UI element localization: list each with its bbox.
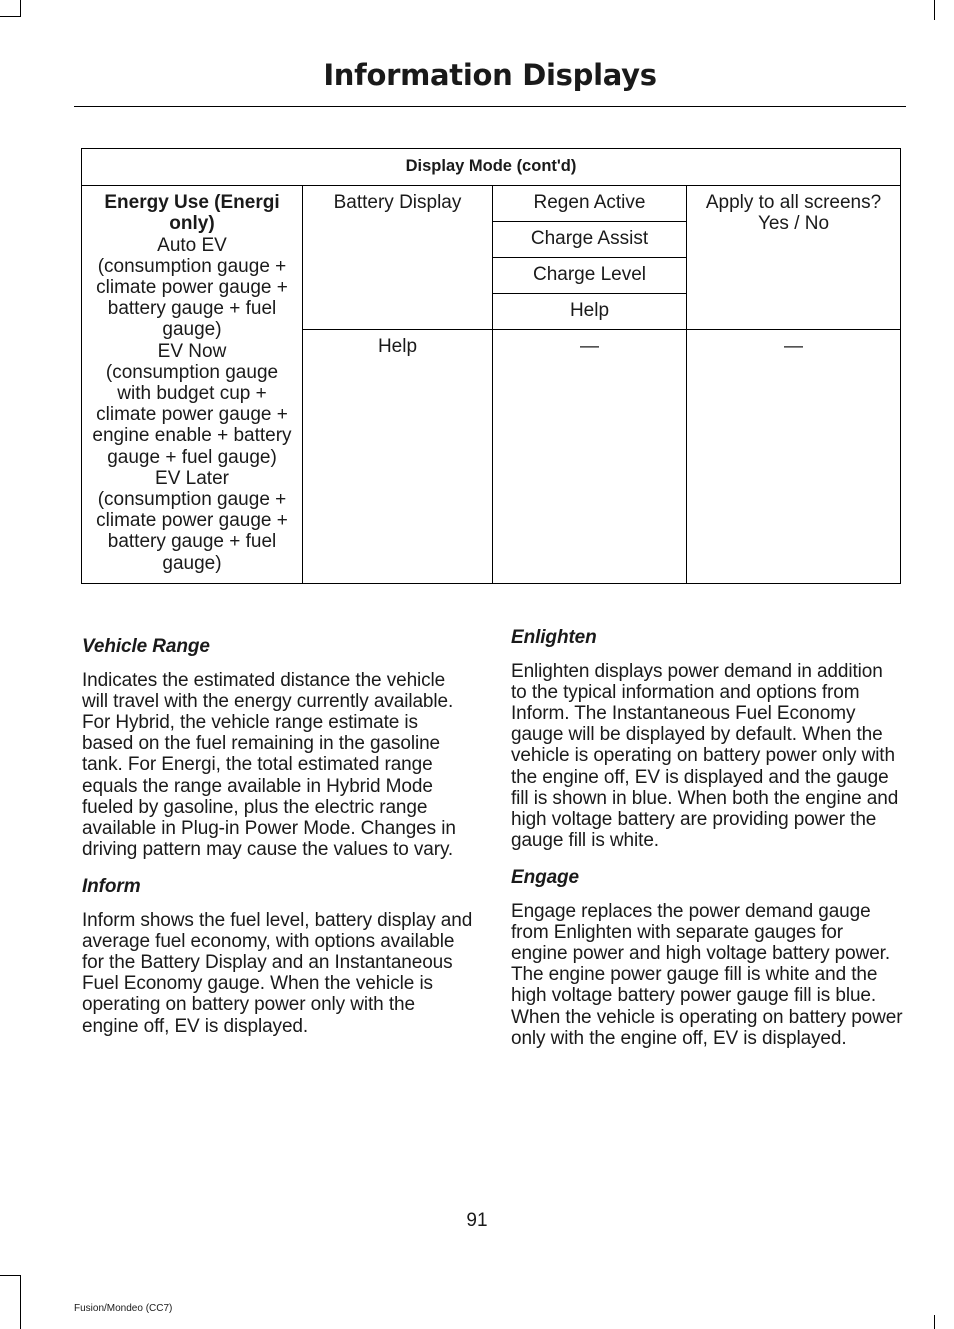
crop-mark (0, 1275, 20, 1276)
section-body-inform: Inform shows the fuel level, battery display and average fuel economy, with options available for the Battery Display and an Instantaneous Fuel Economy gauge. When the vehicle is operating on battery power only with the engine off, EV is displayed. (82, 910, 473, 1037)
left-column (82, 636, 474, 1053)
mode-item: EV Now (157, 340, 227, 362)
mode-item: EV Later (155, 467, 229, 489)
section-heading-enlighten: Enlighten (511, 627, 597, 648)
title-divider (74, 106, 906, 107)
crop-mark (0, 16, 20, 17)
battery-option: Help (493, 294, 687, 330)
mode-title: Energy Use (Energi only) (104, 192, 280, 235)
display-mode-table (81, 148, 901, 584)
crop-mark (20, 0, 21, 17)
crop-mark (934, 0, 935, 20)
dash-cell: — (687, 330, 901, 584)
section-body-enlighten: Enlighten displays power demand in addition to the typical information and options from Inform. The Instantaneous Fuel Economy gauge will be displayed by default. When the vehicle is operating on battery power only with the engine off, EV is displayed and the gauge fill is shown in blue. When both the engine and high voltage battery are providing power the gauge fill is white. (511, 661, 899, 851)
footer-model: Fusion/Mondeo (CC7) (74, 1303, 173, 1314)
mode-item: Auto EV (157, 234, 227, 256)
page-number: 91 (466, 1210, 488, 1231)
dash-cell: — (493, 330, 687, 584)
table-caption: Display Mode (cont'd) (82, 149, 901, 186)
battery-option: Regen Active (493, 186, 687, 222)
crop-mark (20, 1275, 21, 1329)
apply-all-cell: Apply to all screens? Yes / No (687, 186, 901, 330)
page-title: Information Displays (323, 58, 657, 92)
mode-item: (consumption gauge + climate power gauge + battery gauge + fuel gauge) (96, 489, 288, 574)
battery-option: Charge Assist (493, 222, 687, 258)
energy-use-cell (82, 186, 303, 584)
battery-display-cell: Battery Display (303, 186, 493, 330)
crop-mark (934, 1315, 935, 1329)
mode-item: (consumption gauge + climate power gauge + battery gauge + fuel gauge) (96, 255, 288, 341)
mode-item: (consumption gauge with budget cup + climate power gauge + engine enable + battery gauge + fuel gauge) (92, 361, 292, 468)
section-heading-engage: Engage (511, 866, 580, 888)
right-column (511, 627, 903, 1065)
section-heading-vehicle-range: Vehicle Range (82, 636, 210, 657)
help-cell: Help (303, 330, 493, 584)
section-body-engage: Engage replaces the power demand gauge from Enlighten with separate gauges for engine power and high voltage battery power. The engine power gauge fill is white and the high voltage battery power gauge fill is blue. When the vehicle is operating on battery power only with the engine off, EV is displayed. (511, 901, 903, 1049)
section-heading-inform: Inform (82, 875, 141, 897)
battery-option: Charge Level (493, 258, 687, 294)
section-body-vehicle-range: Indicates the estimated distance the vehicle will travel with the energy currently available. For Hybrid, the vehicle range estimate is based on the fuel remaining in the gasoline tank. For Energi, the total estimated range equals the range available in Hybrid Mode fueled by gasoline, plus the electric range available in Plug-in Power Mode. Changes in driving pattern may cause the values to vary. (82, 670, 456, 860)
